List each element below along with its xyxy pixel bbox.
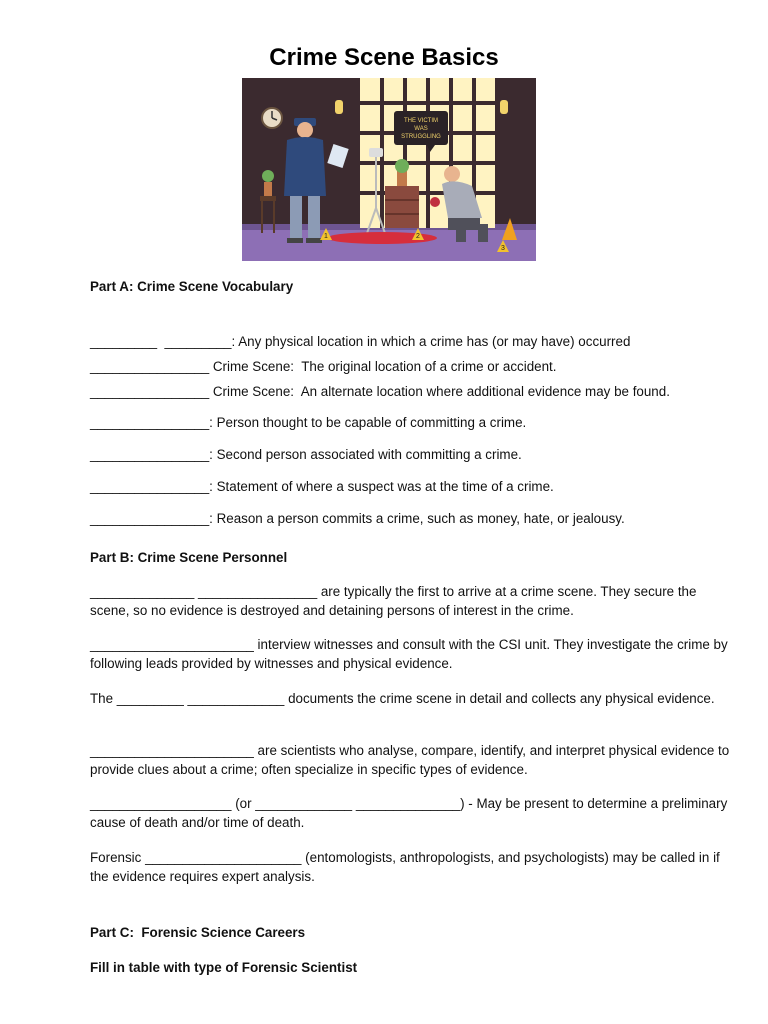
part-a-item-2: ________________ Crime Scene: The original location of a crime or accident. (90, 359, 557, 374)
part-b-paragraph-1: ______________ ________________ are typically the first to arrive at a crime scene. They secure the scene, so no evidence is destroyed and detaining persons of interest in the crime. (90, 584, 697, 618)
part-a-item-4: ________________: Person thought to be capable of committing a crime. (90, 415, 527, 430)
evidence-marker-label-3: 3 (501, 245, 505, 252)
part-b-paragraph-3: The _________ _____________ documents the crime scene in detail and collects any physical evidence. (90, 691, 715, 706)
wall-lamp-left (335, 100, 343, 114)
page-title: Crime Scene Basics (269, 44, 499, 71)
part-a-item-3: ________________ Crime Scene: An alternate location where additional evidence may be found. (90, 384, 670, 399)
part-c-instruction: Fill in table with type of Forensic Scientist (90, 960, 358, 975)
dresser (385, 186, 419, 228)
evidence-marker-label-2: 2 (416, 233, 420, 240)
crime-scene-illustration (242, 78, 536, 261)
wall-lamp-right (500, 100, 508, 114)
crime-scene-drawing (242, 78, 536, 261)
evidence-marker-label-1: 1 (324, 233, 328, 240)
part-b-heading: Part B: Crime Scene Personnel (90, 550, 288, 565)
part-b-paragraph-5: ___________________ (or _____________ ______________) - May be present to determine a preliminary cause of death and/or time of death. (90, 796, 728, 830)
part-b-paragraph-4: ______________________ are scientists who analyse, compare, identify, and interpret physical evidence to provide clues about a crime; often specialize in specific types of evidence. (90, 743, 730, 777)
part-a-item-5: ________________: Second person associated with committing a crime. (90, 447, 522, 462)
part-a-item-6: ________________: Statement of where a suspect was at the time of a crime. (90, 479, 554, 494)
sign-line-3: STRUGGLING (401, 134, 441, 140)
part-a-item-1: _________ _________: Any physical location in which a crime has (or may have) occurred (90, 334, 631, 349)
part-c-heading: Part C: Forensic Science Careers (90, 925, 306, 940)
part-b-paragraph-2: ______________________ interview witnesses and consult with the CSI unit. They investigate the crime by following leads provided by witnesses and physical evidence. (90, 637, 728, 671)
tripod-lamp (369, 148, 383, 157)
sign-line-2: WAS (414, 126, 428, 132)
part-a-heading: Part A: Crime Scene Vocabulary (90, 279, 294, 294)
part-b-paragraph-6: Forensic _____________________ (entomologists, anthropologists, and psychologists) may be called in if the evidence requires expert analysis. (90, 850, 720, 884)
sign-line-1: THE VICTIM (404, 118, 438, 124)
part-a-item-7: ________________: Reason a person commits a crime, such as money, hate, or jealousy. (90, 511, 625, 526)
